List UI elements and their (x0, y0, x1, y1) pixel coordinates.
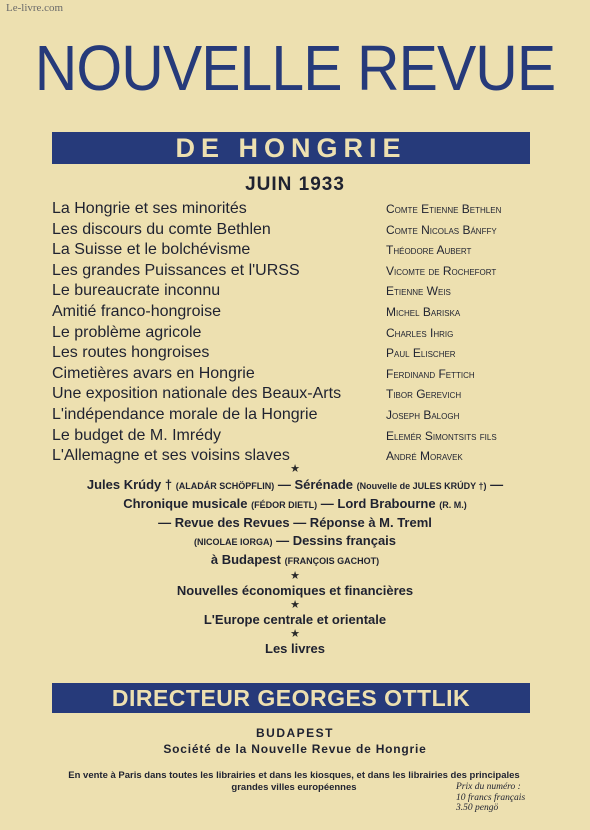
section-heading: L'Europe centrale et orientale (203, 612, 387, 627)
misc-line (40, 532, 550, 551)
star-ornament: ★ (290, 570, 300, 582)
article-author: (Nouvelle de JULES KRÚDY †) (356, 481, 487, 491)
toc-row (52, 241, 536, 262)
toc-author: Comte Nicolas Bánffy (386, 222, 497, 237)
sale-line: grandes villes européennes (231, 782, 357, 793)
toc-title: Le bureaucrate inconnu (52, 282, 221, 300)
article: à Budapest (210, 552, 281, 567)
table-of-contents (52, 200, 536, 468)
misc-line (40, 495, 550, 514)
toc-title: Une exposition nationale des Beaux-Arts (52, 385, 342, 403)
article: Jules Krúdy † (86, 477, 173, 492)
article-author: (NICOLAE IORGA) (193, 537, 273, 547)
toc-row (52, 365, 536, 386)
misc-line (40, 476, 550, 495)
toc-row (52, 303, 536, 324)
toc-author: Ferdinand Fettich (386, 366, 475, 381)
toc-title: La Suisse et le bolchévisme (52, 241, 251, 259)
price-line: 10 francs français (456, 792, 526, 803)
toc-author: Paul Elischer (386, 346, 456, 361)
publisher-name: Société de la Nouvelle Revue de Hongrie (163, 742, 427, 756)
misc-line: — Revue des Revues — Réponse à M. Treml (158, 515, 432, 530)
toc-row (52, 200, 536, 221)
price-line: 3.50 pengö (456, 803, 499, 813)
toc-row (52, 324, 536, 345)
toc-title: Les grandes Puissances et l'URSS (52, 261, 300, 279)
subtitle-band: DE HONGRIE (52, 132, 530, 164)
toc-author: Charles Ihrig (386, 325, 454, 340)
toc-author: Michel Bariska (386, 304, 461, 319)
toc-title: Les routes hongroises (52, 344, 210, 362)
toc-row (52, 262, 536, 283)
director-band: DIRECTEUR GEORGES OTTLIK (52, 683, 530, 713)
section-heading: Les livres (265, 641, 325, 656)
toc-title: L'Allemagne et ses voisins slaves (52, 447, 290, 465)
article: — Sérénade (277, 477, 354, 492)
price-box (456, 782, 566, 814)
toc-row (52, 282, 536, 303)
toc-row (52, 427, 536, 448)
toc-title: Cimetières avars en Hongrie (52, 364, 255, 382)
toc-author: Théodore Aubert (386, 243, 472, 258)
toc-title: Les discours du comte Bethlen (52, 220, 271, 238)
issue-date: JUIN 1933 (245, 174, 345, 195)
article-author: (FRANÇOIS GACHOT) (284, 556, 380, 566)
toc-title: Le budget de M. Imrédy (52, 426, 221, 444)
toc-row (52, 406, 536, 427)
article-author: (R. M.) (439, 500, 467, 510)
star-ornament: ★ (290, 463, 300, 475)
toc-author: Joseph Balogh (386, 407, 460, 422)
toc-title: La Hongrie et ses minorités (52, 200, 247, 217)
toc-author: André Moravek (386, 449, 463, 464)
toc-author: Vicomte de Rochefort (386, 263, 497, 278)
article-author: (FÉDOR DIETL) (251, 500, 318, 510)
star-ornament: ★ (290, 599, 300, 611)
publisher-city: BUDAPEST (255, 726, 334, 740)
toc-row (52, 344, 536, 365)
dash: — (490, 477, 504, 492)
toc-author: Etienne Weis (386, 284, 451, 299)
toc-title: L'indépendance morale de la Hongrie (52, 405, 318, 423)
price-line: Prix du numéro : (456, 782, 521, 792)
star-ornament: ★ (290, 628, 300, 640)
watermark: Le-livre.com (6, 2, 64, 14)
toc-title: Le problème agricole (52, 323, 202, 341)
toc-author: Elemér Simontsits fils (386, 428, 497, 443)
article-author: (ALADÁR SCHÖPFLIN) (175, 481, 275, 491)
article: — Lord Brabourne (320, 496, 436, 511)
miscellany (40, 463, 550, 657)
magazine-title: NOUVELLE REVUE (34, 32, 556, 104)
article: — Dessins français (276, 533, 397, 548)
sale-line: En vente à Paris dans toutes les librairies et dans les kiosques, et dans les librairies des principales (68, 770, 520, 781)
toc-author: Tibor Gerevich (386, 387, 462, 402)
misc-line (40, 551, 550, 570)
toc-row (52, 221, 536, 242)
article: Chronique musicale (123, 496, 248, 511)
toc-author: Comte Etienne Bethlen (386, 202, 502, 216)
toc-row (52, 385, 536, 406)
toc-title: Amitié franco-hongroise (52, 302, 221, 320)
section-heading: Nouvelles économiques et financières (176, 583, 414, 598)
